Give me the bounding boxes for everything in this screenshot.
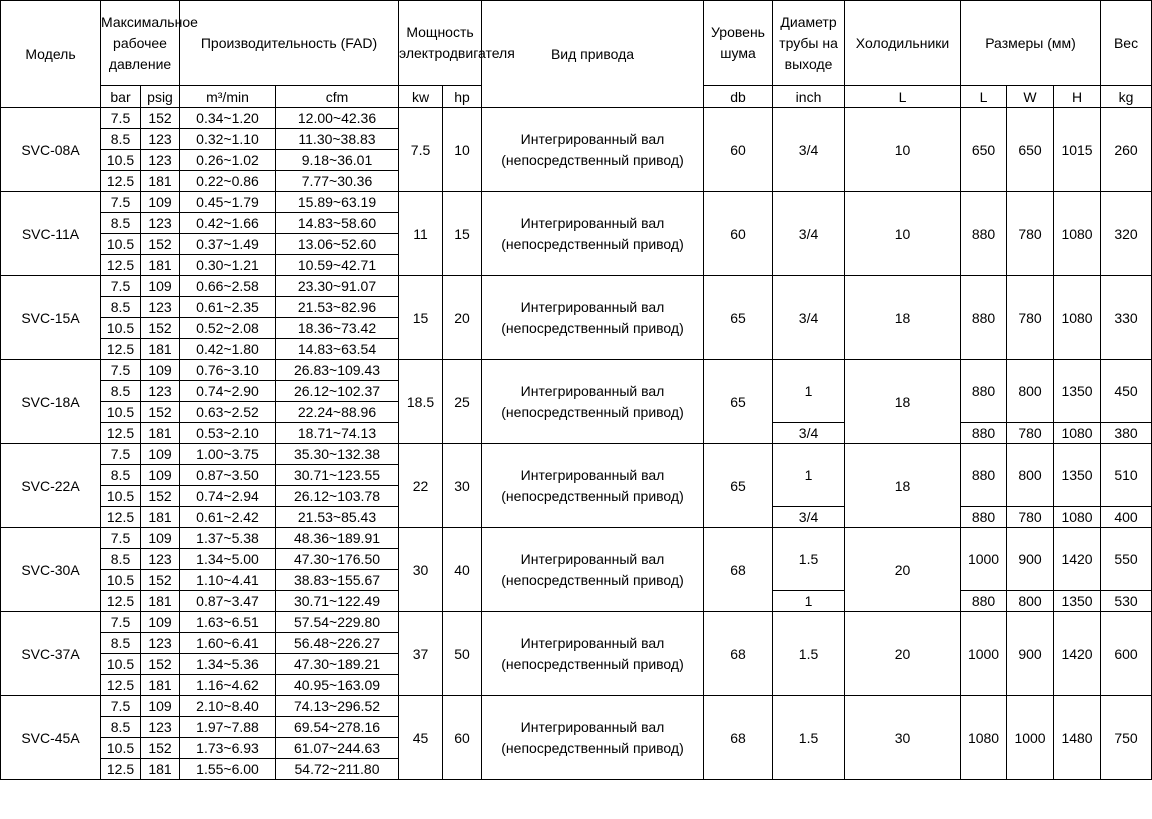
motor-hp: 30	[443, 444, 482, 528]
motor-hp: 25	[443, 360, 482, 444]
pressure-psig: 152	[141, 570, 180, 591]
pressure-bar: 8.5	[101, 129, 141, 150]
dimension-length: 650	[961, 108, 1007, 192]
pipe-diameter: 1	[773, 591, 845, 612]
fad-cfm: 26.12~102.37	[276, 381, 399, 402]
cooler-volume: 10	[845, 192, 961, 276]
pressure-psig: 181	[141, 339, 180, 360]
fad-cfm: 30.71~123.55	[276, 465, 399, 486]
cooler-volume: 20	[845, 528, 961, 612]
pressure-psig: 181	[141, 423, 180, 444]
fad-cfm: 38.83~155.67	[276, 570, 399, 591]
pipe-diameter: 3/4	[773, 276, 845, 360]
pressure-bar: 12.5	[101, 255, 141, 276]
noise-db: 68	[704, 528, 773, 612]
model-name: SVC-11A	[1, 192, 101, 276]
drive-type: Интегрированный вал (непосредственный привод)	[482, 444, 704, 528]
fad-m3-min: 1.16~4.62	[180, 675, 276, 696]
pressure-psig: 152	[141, 108, 180, 129]
fad-cfm: 47.30~176.50	[276, 549, 399, 570]
pressure-bar: 8.5	[101, 549, 141, 570]
pressure-bar: 10.5	[101, 486, 141, 507]
dimension-height: 1350	[1054, 591, 1101, 612]
fad-m3-min: 0.42~1.80	[180, 339, 276, 360]
dimension-height: 1350	[1054, 444, 1101, 507]
fad-cfm: 40.95~163.09	[276, 675, 399, 696]
fad-cfm: 22.24~88.96	[276, 402, 399, 423]
fad-cfm: 15.89~63.19	[276, 192, 399, 213]
weight-kg: 450	[1101, 360, 1152, 423]
unit-length: L	[961, 86, 1007, 108]
unit-cfm: cfm	[276, 86, 399, 108]
motor-kw: 7.5	[399, 108, 443, 192]
weight-kg: 550	[1101, 528, 1152, 591]
header-dimensions: Размеры (мм)	[961, 1, 1101, 86]
dimension-length: 1080	[961, 696, 1007, 780]
cooler-volume: 18	[845, 360, 961, 444]
header-pressure: Максимальное рабочее давление	[101, 1, 180, 86]
fad-cfm: 57.54~229.80	[276, 612, 399, 633]
pressure-bar: 7.5	[101, 696, 141, 717]
dimension-width: 900	[1007, 612, 1054, 696]
table-row	[1, 696, 1152, 717]
fad-m3-min: 2.10~8.40	[180, 696, 276, 717]
dimension-height: 1080	[1054, 276, 1101, 360]
pressure-bar: 8.5	[101, 213, 141, 234]
pressure-bar: 12.5	[101, 675, 141, 696]
drive-type: Интегрированный вал (непосредственный привод)	[482, 360, 704, 444]
pressure-bar: 7.5	[101, 360, 141, 381]
dimension-length: 880	[961, 444, 1007, 507]
fad-cfm: 30.71~122.49	[276, 591, 399, 612]
fad-cfm: 21.53~82.96	[276, 297, 399, 318]
fad-cfm: 35.30~132.38	[276, 444, 399, 465]
dimension-width: 800	[1007, 591, 1054, 612]
pressure-psig: 181	[141, 591, 180, 612]
table-row	[1, 192, 1152, 213]
dimension-length: 880	[961, 507, 1007, 528]
unit-height: H	[1054, 86, 1101, 108]
pressure-bar: 12.5	[101, 339, 141, 360]
fad-m3-min: 1.60~6.41	[180, 633, 276, 654]
pressure-psig: 109	[141, 192, 180, 213]
spec-body	[1, 108, 1152, 780]
noise-db: 60	[704, 192, 773, 276]
motor-hp: 10	[443, 108, 482, 192]
header-pipe-diameter: Диаметр трубы на выходе	[773, 1, 845, 86]
drive-type: Интегрированный вал (непосредственный привод)	[482, 612, 704, 696]
fad-m3-min: 0.30~1.21	[180, 255, 276, 276]
pressure-bar: 10.5	[101, 570, 141, 591]
pressure-bar: 10.5	[101, 234, 141, 255]
pressure-bar: 8.5	[101, 297, 141, 318]
dimension-length: 880	[961, 192, 1007, 276]
table-row	[1, 444, 1152, 465]
dimension-height: 1480	[1054, 696, 1101, 780]
unit-liters: L	[845, 86, 961, 108]
pressure-psig: 123	[141, 381, 180, 402]
dimension-length: 880	[961, 276, 1007, 360]
fad-m3-min: 0.45~1.79	[180, 192, 276, 213]
noise-db: 65	[704, 360, 773, 444]
motor-hp: 60	[443, 696, 482, 780]
unit-db: db	[704, 86, 773, 108]
pressure-bar: 12.5	[101, 171, 141, 192]
fad-m3-min: 1.34~5.00	[180, 549, 276, 570]
fad-m3-min: 1.63~6.51	[180, 612, 276, 633]
weight-kg: 400	[1101, 507, 1152, 528]
dimension-width: 800	[1007, 360, 1054, 423]
fad-cfm: 12.00~42.36	[276, 108, 399, 129]
pressure-psig: 123	[141, 150, 180, 171]
pressure-bar: 12.5	[101, 423, 141, 444]
fad-m3-min: 0.32~1.10	[180, 129, 276, 150]
fad-m3-min: 0.52~2.08	[180, 318, 276, 339]
dimension-height: 1080	[1054, 192, 1101, 276]
motor-kw: 15	[399, 276, 443, 360]
dimension-length: 880	[961, 591, 1007, 612]
fad-m3-min: 1.34~5.36	[180, 654, 276, 675]
fad-cfm: 26.12~103.78	[276, 486, 399, 507]
model-name: SVC-45A	[1, 696, 101, 780]
cooler-volume: 18	[845, 444, 961, 528]
fad-cfm: 7.77~30.36	[276, 171, 399, 192]
unit-psig: psig	[141, 86, 180, 108]
header-motor-power: Мощность электродвигателя	[399, 1, 482, 86]
dimension-length: 880	[961, 360, 1007, 423]
motor-hp: 15	[443, 192, 482, 276]
pressure-psig: 152	[141, 318, 180, 339]
model-name: SVC-08A	[1, 108, 101, 192]
pressure-psig: 181	[141, 171, 180, 192]
motor-kw: 11	[399, 192, 443, 276]
pressure-bar: 10.5	[101, 318, 141, 339]
pressure-psig: 152	[141, 486, 180, 507]
unit-inch: inch	[773, 86, 845, 108]
pipe-diameter: 1.5	[773, 612, 845, 696]
motor-kw: 22	[399, 444, 443, 528]
noise-db: 60	[704, 108, 773, 192]
drive-type: Интегрированный вал (непосредственный привод)	[482, 192, 704, 276]
pressure-psig: 123	[141, 297, 180, 318]
pressure-bar: 10.5	[101, 654, 141, 675]
fad-m3-min: 0.63~2.52	[180, 402, 276, 423]
dimension-width: 650	[1007, 108, 1054, 192]
model-name: SVC-18A	[1, 360, 101, 444]
weight-kg: 260	[1101, 108, 1152, 192]
fad-cfm: 14.83~58.60	[276, 213, 399, 234]
weight-kg: 530	[1101, 591, 1152, 612]
pressure-bar: 7.5	[101, 444, 141, 465]
pressure-psig: 123	[141, 213, 180, 234]
fad-cfm: 9.18~36.01	[276, 150, 399, 171]
fad-cfm: 10.59~42.71	[276, 255, 399, 276]
fad-cfm: 23.30~91.07	[276, 276, 399, 297]
pressure-psig: 123	[141, 549, 180, 570]
fad-cfm: 21.53~85.43	[276, 507, 399, 528]
fad-m3-min: 1.55~6.00	[180, 759, 276, 780]
fad-m3-min: 0.74~2.90	[180, 381, 276, 402]
motor-hp: 40	[443, 528, 482, 612]
noise-db: 68	[704, 612, 773, 696]
cooler-volume: 18	[845, 276, 961, 360]
fad-m3-min: 0.66~2.58	[180, 276, 276, 297]
pressure-bar: 8.5	[101, 633, 141, 654]
noise-db: 68	[704, 696, 773, 780]
fad-m3-min: 1.10~4.41	[180, 570, 276, 591]
dimension-width: 800	[1007, 444, 1054, 507]
pressure-bar: 7.5	[101, 192, 141, 213]
motor-kw: 18.5	[399, 360, 443, 444]
fad-cfm: 69.54~278.16	[276, 717, 399, 738]
dimension-width: 1000	[1007, 696, 1054, 780]
fad-cfm: 48.36~189.91	[276, 528, 399, 549]
fad-m3-min: 1.00~3.75	[180, 444, 276, 465]
unit-bar: bar	[101, 86, 141, 108]
pipe-diameter: 3/4	[773, 108, 845, 192]
fad-m3-min: 0.22~0.86	[180, 171, 276, 192]
header-row	[1, 1, 1152, 86]
fad-m3-min: 1.37~5.38	[180, 528, 276, 549]
drive-type: Интегрированный вал (непосредственный привод)	[482, 276, 704, 360]
pressure-bar: 12.5	[101, 507, 141, 528]
pipe-diameter: 1	[773, 360, 845, 423]
fad-cfm: 61.07~244.63	[276, 738, 399, 759]
unit-kw: kw	[399, 86, 443, 108]
pipe-diameter: 1	[773, 444, 845, 507]
fad-cfm: 13.06~52.60	[276, 234, 399, 255]
pressure-bar: 12.5	[101, 759, 141, 780]
pipe-diameter: 3/4	[773, 423, 845, 444]
fad-m3-min: 0.61~2.42	[180, 507, 276, 528]
fad-m3-min: 0.26~1.02	[180, 150, 276, 171]
weight-kg: 510	[1101, 444, 1152, 507]
header-coolers: Холодильники	[845, 1, 961, 86]
pressure-bar: 8.5	[101, 381, 141, 402]
pressure-bar: 12.5	[101, 591, 141, 612]
cooler-volume: 30	[845, 696, 961, 780]
fad-cfm: 47.30~189.21	[276, 654, 399, 675]
pressure-psig: 123	[141, 717, 180, 738]
fad-m3-min: 0.61~2.35	[180, 297, 276, 318]
pressure-psig: 181	[141, 255, 180, 276]
pressure-psig: 152	[141, 402, 180, 423]
table-row	[1, 360, 1152, 381]
fad-m3-min: 0.76~3.10	[180, 360, 276, 381]
fad-m3-min: 0.37~1.49	[180, 234, 276, 255]
fad-m3-min: 1.73~6.93	[180, 738, 276, 759]
fad-m3-min: 0.87~3.50	[180, 465, 276, 486]
fad-cfm: 56.48~226.27	[276, 633, 399, 654]
model-name: SVC-37A	[1, 612, 101, 696]
pressure-bar: 7.5	[101, 108, 141, 129]
header-fad: Производительность (FAD)	[180, 1, 399, 86]
noise-db: 65	[704, 444, 773, 528]
dimension-length: 1000	[961, 612, 1007, 696]
pipe-diameter: 3/4	[773, 192, 845, 276]
pressure-bar: 10.5	[101, 150, 141, 171]
table-row	[1, 276, 1152, 297]
pressure-bar: 10.5	[101, 402, 141, 423]
dimension-height: 1080	[1054, 423, 1101, 444]
pressure-bar: 10.5	[101, 738, 141, 759]
fad-m3-min: 0.87~3.47	[180, 591, 276, 612]
pressure-psig: 181	[141, 675, 180, 696]
pipe-diameter: 1.5	[773, 528, 845, 591]
pressure-bar: 7.5	[101, 528, 141, 549]
pressure-psig: 123	[141, 129, 180, 150]
fad-m3-min: 0.74~2.94	[180, 486, 276, 507]
header-weight: Вес	[1101, 1, 1152, 86]
pipe-diameter: 1.5	[773, 696, 845, 780]
dimension-width: 780	[1007, 276, 1054, 360]
pressure-bar: 8.5	[101, 465, 141, 486]
motor-kw: 45	[399, 696, 443, 780]
model-name: SVC-30A	[1, 528, 101, 612]
unit-hp: hp	[443, 86, 482, 108]
table-row	[1, 612, 1152, 633]
noise-db: 65	[704, 276, 773, 360]
fad-cfm: 18.36~73.42	[276, 318, 399, 339]
pressure-bar: 7.5	[101, 612, 141, 633]
fad-m3-min: 1.97~7.88	[180, 717, 276, 738]
pressure-psig: 123	[141, 633, 180, 654]
fad-cfm: 74.13~296.52	[276, 696, 399, 717]
pressure-psig: 152	[141, 234, 180, 255]
fad-cfm: 26.83~109.43	[276, 360, 399, 381]
pressure-psig: 109	[141, 276, 180, 297]
pipe-diameter: 3/4	[773, 507, 845, 528]
pressure-psig: 109	[141, 696, 180, 717]
pressure-psig: 109	[141, 360, 180, 381]
cooler-volume: 20	[845, 612, 961, 696]
fad-cfm: 18.71~74.13	[276, 423, 399, 444]
weight-kg: 380	[1101, 423, 1152, 444]
dimension-height: 1350	[1054, 360, 1101, 423]
motor-hp: 50	[443, 612, 482, 696]
dimension-height: 1420	[1054, 528, 1101, 591]
weight-kg: 600	[1101, 612, 1152, 696]
table-row	[1, 528, 1152, 549]
pressure-psig: 181	[141, 507, 180, 528]
motor-kw: 37	[399, 612, 443, 696]
cooler-volume: 10	[845, 108, 961, 192]
pressure-psig: 152	[141, 654, 180, 675]
header-drive-type: Вид привода	[482, 1, 704, 108]
dimension-length: 1000	[961, 528, 1007, 591]
fad-cfm: 14.83~63.54	[276, 339, 399, 360]
motor-kw: 30	[399, 528, 443, 612]
header-model: Модель	[1, 1, 101, 108]
pressure-psig: 181	[141, 759, 180, 780]
model-name: SVC-15A	[1, 276, 101, 360]
dimension-length: 880	[961, 423, 1007, 444]
table-row	[1, 108, 1152, 129]
pressure-bar: 8.5	[101, 717, 141, 738]
dimension-width: 780	[1007, 507, 1054, 528]
fad-cfm: 11.30~38.83	[276, 129, 399, 150]
drive-type: Интегрированный вал (непосредственный привод)	[482, 528, 704, 612]
unit-kg: kg	[1101, 86, 1152, 108]
model-name: SVC-22A	[1, 444, 101, 528]
dimension-height: 1015	[1054, 108, 1101, 192]
dimension-width: 780	[1007, 192, 1054, 276]
fad-cfm: 54.72~211.80	[276, 759, 399, 780]
dimension-height: 1420	[1054, 612, 1101, 696]
header-noise-level: Уровень шума	[704, 1, 773, 86]
pressure-psig: 109	[141, 528, 180, 549]
pressure-bar: 7.5	[101, 276, 141, 297]
pressure-psig: 109	[141, 612, 180, 633]
unit-m3-min: m³/min	[180, 86, 276, 108]
fad-m3-min: 0.34~1.20	[180, 108, 276, 129]
fad-m3-min: 0.53~2.10	[180, 423, 276, 444]
motor-hp: 20	[443, 276, 482, 360]
weight-kg: 330	[1101, 276, 1152, 360]
fad-m3-min: 0.42~1.66	[180, 213, 276, 234]
drive-type: Интегрированный вал (непосредственный привод)	[482, 108, 704, 192]
pressure-psig: 152	[141, 738, 180, 759]
pressure-psig: 109	[141, 465, 180, 486]
dimension-width: 900	[1007, 528, 1054, 591]
pressure-psig: 109	[141, 444, 180, 465]
unit-width: W	[1007, 86, 1054, 108]
dimension-width: 780	[1007, 423, 1054, 444]
weight-kg: 320	[1101, 192, 1152, 276]
drive-type: Интегрированный вал (непосредственный привод)	[482, 696, 704, 780]
dimension-height: 1080	[1054, 507, 1101, 528]
weight-kg: 750	[1101, 696, 1152, 780]
